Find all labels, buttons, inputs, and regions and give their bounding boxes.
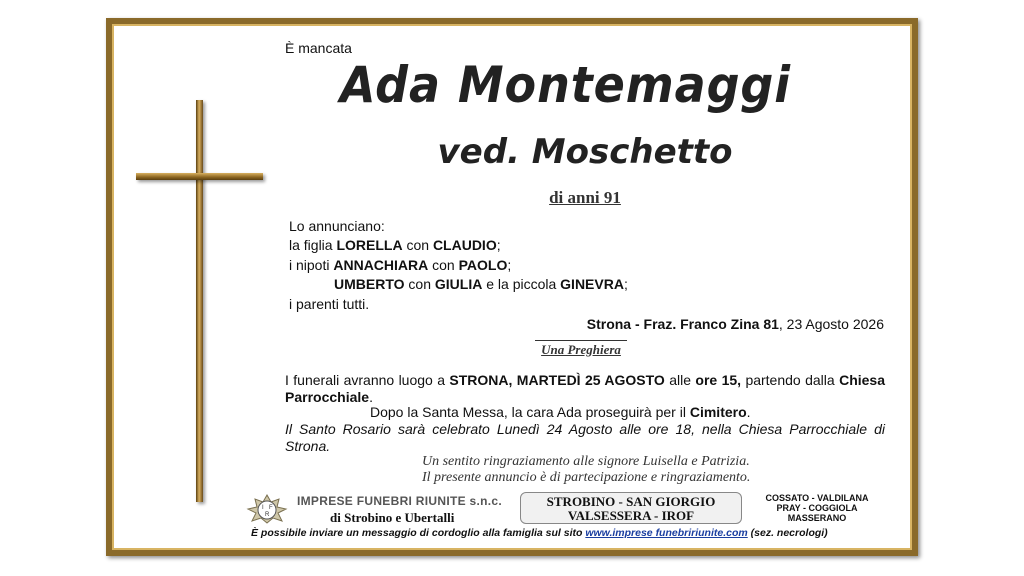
announcers-line-grandchildren-2: UMBERTO con GIULIA e la piccola GINEVRA;	[334, 276, 628, 292]
divider	[535, 340, 627, 341]
company-owners: di Strobino e Ubertalli	[330, 510, 455, 525]
funeral-details: I funerali avranno luogo a STRONA, MARTEDÌ 25 AGOSTO alle ore 15, partendo dalla Chiesa Parrocchiale.	[285, 372, 885, 405]
participation-line: Il presente annuncio è di partecipazione e ringraziamento.	[422, 470, 751, 485]
branch-list-line-3: MASSERANO	[787, 513, 847, 523]
branch-line-1: STROBINO - SAN GIORGIO	[546, 494, 716, 509]
cross-icon-arm	[136, 173, 263, 180]
footer-note: È possibile inviare un messaggio di cordoglio alla famiglia sul sito www.imprese funebririunite.com (sez. necrologi)	[251, 527, 828, 539]
thanks-line: Un sentito ringraziamento alle signore Luisella e Patrizia.	[422, 454, 750, 469]
deceased-age: di anni 91	[549, 188, 621, 207]
prayer-link[interactable]: Una Preghiera	[541, 342, 621, 357]
deceased-married-name: ved. Moschetto	[437, 132, 733, 172]
website-link[interactable]: www.imprese funebririunite.com	[585, 527, 748, 539]
company-name: IMPRESE FUNEBRI RIUNITE s.n.c.	[297, 494, 503, 508]
rosary-details: Il Santo Rosario sarà celebrato Lunedì 24 Agosto alle ore 18, nella Chiesa Parrocchiale di Strona.	[285, 421, 885, 454]
branch-list-line-2: PRAY - COGGIOLA	[776, 503, 858, 513]
logo-letter-f: F	[269, 505, 273, 511]
logo-letter-r: R	[265, 512, 270, 518]
deceased-name: Ada Montemaggi	[340, 56, 791, 114]
branch-line-2: VALSESSERA - IROF	[567, 508, 695, 523]
branch-list	[752, 493, 882, 523]
announcers-intro: Lo annunciano:	[289, 218, 385, 234]
logo-letter-i: I	[262, 505, 264, 511]
cross-icon	[196, 100, 203, 502]
company-logo-icon	[246, 494, 288, 524]
announcers-relatives: i parenti tutti.	[289, 296, 370, 312]
branch-box	[520, 492, 742, 524]
announcers-line-grandchildren: i nipoti ANNACHIARA con PAOLO;	[289, 257, 512, 273]
branch-list-line-1: COSSATO - VALDILANA	[765, 493, 869, 503]
cemetery-details: Dopo la Santa Messa, la cara Ada proseguirà per il Cimitero.	[370, 404, 751, 420]
place-date: Strona - Fraz. Franco Zina 81, 23 Agosto 2026	[586, 316, 884, 332]
notice-intro: È mancata	[285, 40, 352, 56]
announcers-line-daughter: la figlia LORELLA con CLAUDIO;	[289, 237, 501, 253]
